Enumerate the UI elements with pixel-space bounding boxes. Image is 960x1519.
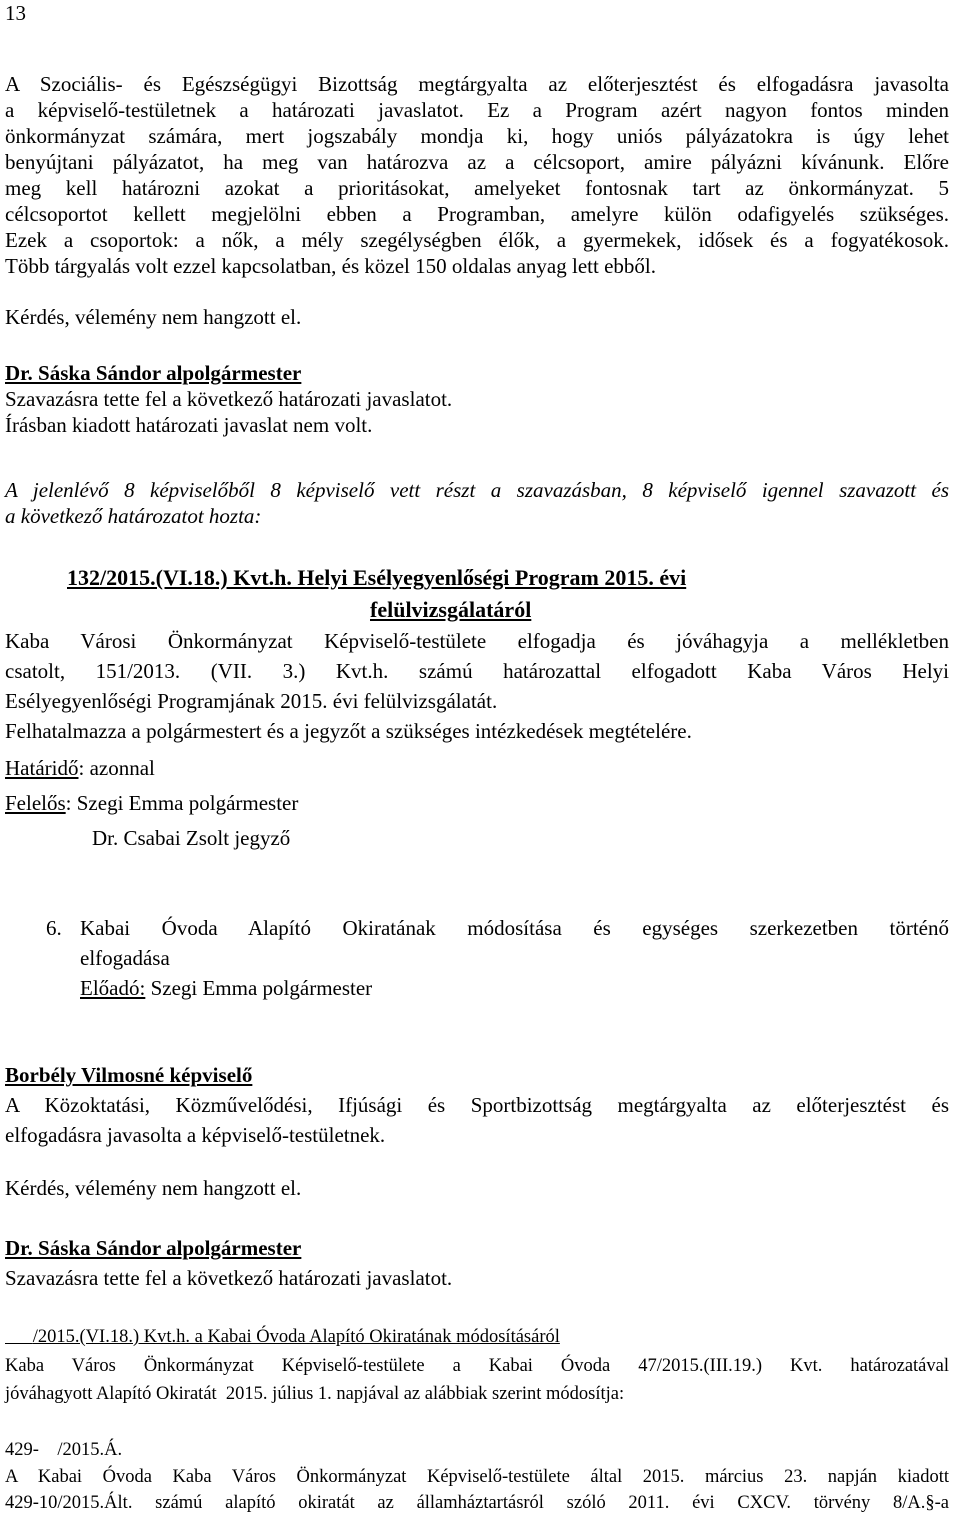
no-written-proposal: Írásban kiadott határozati javaslat nem volt. — [5, 413, 373, 437]
deadline-value: : azonnal — [78, 756, 155, 780]
doc-number: 429- /2015.Á. — [5, 1440, 123, 1460]
presenter-value: Szegi Emma polgármester — [145, 976, 373, 1000]
resolution-body-line-2: csatolt, 151/2013. (VII. 3.) Kvt.h. számú határozattal elfogadott Kaba Város Helyi — [5, 659, 949, 683]
deadline-label: Határidő — [5, 756, 79, 780]
responsible-label: Felelős — [5, 791, 66, 815]
responsible — [5, 790, 298, 816]
no-question-2: Kérdés, vélemény nem hangzott el. — [5, 1176, 302, 1200]
speaker-2: Borbély Vilmosné képviselő — [5, 1063, 253, 1087]
closing-line-1: A Kabai Óvoda Kaba Város Önkormányzat Képviselő-testülete által 2015. március 23. napján kiadott — [5, 1467, 949, 1487]
resolution2-body-line-2: jóváhagyott Alapító Okiratát 2015. július 1. napjával az alábbiak szerint módosítja: — [5, 1384, 625, 1404]
responsible-value: : Szegi Emma polgármester — [65, 791, 299, 815]
agenda-presenter — [80, 975, 372, 1001]
para1-line-1: A Szociális- és Egészségügyi Bizottság megtárgyalta az előterjesztést és elfogadásra javasolta — [5, 72, 949, 96]
para1-line-6: célcsoportot kellett megjelölni ebben a Programban, amelyre külön odafigyelés szükséges. — [5, 202, 949, 226]
resolution-body-line-1: Kaba Városi Önkormányzat Képviselő-testülete elfogadja és jóváhagyja a mellékletben — [5, 629, 949, 653]
resolution-title-line-1: 132/2015.(VI.18.) Kvt.h. Helyi Esélyegyenlőségi Program 2015. évi — [67, 565, 687, 590]
resolution-body-line-3: Esélyegyenlőségi Programjának 2015. évi felülvizsgálatát. — [5, 689, 498, 713]
resolution2-title: /2015.(VI.18.) Kvt.h. a Kabai Óvoda Alapító Okiratának módosításáról — [32, 1327, 560, 1347]
resolution-title-line-2: felülvizsgálatáról — [370, 597, 532, 622]
speaker-1: Dr. Sáska Sándor alpolgármester — [5, 361, 302, 385]
agenda-title-line-2: elfogadása — [80, 946, 170, 970]
resolution-body-line-4: Felhatalmazza a polgármestert és a jegyzőt a szükséges intézkedések megtételére. — [5, 719, 692, 743]
responsible-2: Dr. Csabai Zsolt jegyző — [92, 826, 291, 850]
closing-line-2: 429-10/2015.Ált. számú alapító okiratát az államháztartásról szóló 2011. évi CXCV. törvény 8/A.§-a — [5, 1493, 949, 1513]
no-question-1: Kérdés, vélemény nem hangzott el. — [5, 305, 302, 329]
vote-result-line-1: A jelenlévő 8 képviselőből 8 képviselő vett részt a szavazásban, 8 képviselő igennel szavazott és — [5, 478, 949, 502]
vote-call-2: Szavazásra tette fel a következő határozati javaslatot. — [5, 1266, 453, 1290]
vote-result-line-2: a következő határozatot hozta: — [5, 504, 262, 528]
agenda-title-line-1: Kabai Óvoda Alapító Okiratának módosítása és egységes szerkezetben történő — [80, 916, 949, 940]
presenter-label: Előadó: — [80, 976, 146, 1000]
vote-call-1: Szavazásra tette fel a következő határozati javaslatot. — [5, 387, 453, 411]
para2-line-2: elfogadásra javasolta a képviselő-testületnek. — [5, 1123, 386, 1147]
para1-line-2: a képviselő-testületnek a határozati javaslatot. Ez a Program azért nagyon fontos minden — [5, 98, 949, 122]
para1-line-5: meg kell határozni azokat a prioritásokat, amelyeket fontosnak tart az önkormányzat. 5 — [5, 176, 949, 200]
resolution2-body-line-1: Kaba Város Önkormányzat Képviselő-testülete a Kabai Óvoda 47/2015.(III.19.) Kvt. határozatával — [5, 1356, 949, 1376]
deadline — [5, 755, 155, 781]
agenda-number: 6. — [46, 916, 62, 940]
speaker-3: Dr. Sáska Sándor alpolgármester — [5, 1236, 302, 1260]
para1-line-8: Több tárgyalás volt ezzel kapcsolatban, és közel 150 oldalas anyag lett ebből. — [5, 254, 656, 278]
para1-line-4: benyújtani pályázatot, ha meg van határozva az a célcsoport, amire pályázni kívánunk. Előre — [5, 150, 949, 174]
para1-line-3: önkormányzat számára, mert jogszabály mondja ki, hogy uniós pályázatokra is úgy lehet — [5, 124, 949, 148]
para2-line-1: A Közoktatási, Közművelődési, Ifjúsági és Sportbizottság megtárgyalta az előterjesztést és — [5, 1093, 949, 1117]
page-number: 13 — [5, 1, 26, 25]
para1-line-7: Ezek a csoportok: a nők, a mély szegélységben élők, a gyermekek, idősek és a fogyatékosok. — [5, 228, 949, 252]
